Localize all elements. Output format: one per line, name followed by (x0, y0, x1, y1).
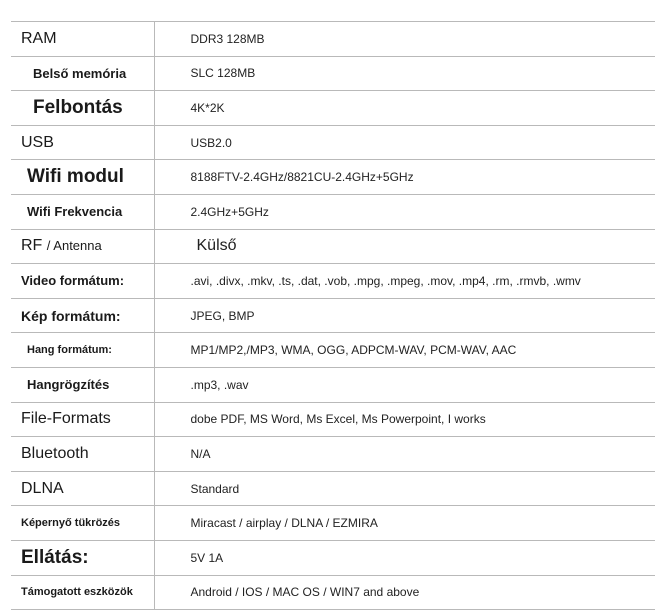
row-value: N/A (154, 437, 655, 472)
row-label: RAM (11, 22, 154, 57)
row-value: .mp3, .wav (154, 367, 655, 402)
row-label: DLNA (11, 471, 154, 506)
row-value: dobe PDF, MS Word, Ms Excel, Ms Powerpoint, I works (154, 402, 655, 437)
row-label: Bluetooth (11, 437, 154, 472)
row-value: DDR3 128MB (154, 22, 655, 57)
row-value: 2.4GHz+5GHz (154, 194, 655, 229)
table-row (11, 22, 655, 57)
table-row (11, 56, 655, 91)
row-label: Video formátum: (11, 264, 154, 299)
row-value: MP1/MP2,/MP3, WMA, OGG, ADPCM-WAV, PCM-WAV, AAC (154, 333, 655, 368)
table-row (11, 506, 655, 541)
table-row (11, 264, 655, 299)
table-row (11, 333, 655, 368)
row-label: Felbontás (11, 91, 154, 126)
row-value: Android / IOS / MAC OS / WIN7 and above (154, 575, 655, 610)
row-value: 8188FTV-2.4GHz/8821CU-2.4GHz+5GHz (154, 160, 655, 195)
table-row (11, 437, 655, 472)
row-label (11, 229, 154, 264)
table-row (11, 229, 655, 264)
row-label: USB (11, 125, 154, 160)
table-row (11, 402, 655, 437)
row-label: Wifi modul (11, 160, 154, 195)
table-row (11, 471, 655, 506)
row-label: Ellátás: (11, 540, 154, 575)
table-row (11, 540, 655, 575)
rf-label: RF (21, 237, 43, 255)
table-row (11, 160, 655, 195)
row-value: JPEG, BMP (154, 298, 655, 333)
row-label: Hangrögzítés (11, 367, 154, 402)
row-value: USB2.0 (154, 125, 655, 160)
row-label: Hang formátum: (11, 333, 154, 368)
row-value: .avi, .divx, .mkv, .ts, .dat, .vob, .mpg, .mpeg, .mov, .mp4, .rm, .rmvb, .wmv (154, 264, 655, 299)
row-label: Kép formátum: (11, 298, 154, 333)
row-label: Támogatott eszközök (11, 575, 154, 610)
table-row (11, 298, 655, 333)
table-row (11, 125, 655, 160)
antenna-label: / Antenna (46, 238, 102, 254)
row-value: Miracast / airplay / DLNA / EZMIRA (154, 506, 655, 541)
row-value: Külső (154, 229, 655, 264)
row-value: SLC 128MB (154, 56, 655, 91)
spec-table (11, 21, 655, 610)
row-label: Képernyő tükrözés (11, 506, 154, 541)
row-value: 5V 1A (154, 540, 655, 575)
row-label: Wifi Frekvencia (11, 194, 154, 229)
table-row (11, 575, 655, 610)
table-row (11, 91, 655, 126)
table-row (11, 367, 655, 402)
table-row (11, 194, 655, 229)
row-value: 4K*2K (154, 91, 655, 126)
row-label: Belső memória (11, 56, 154, 91)
row-value: Standard (154, 471, 655, 506)
row-label: File-Formats (11, 402, 154, 437)
